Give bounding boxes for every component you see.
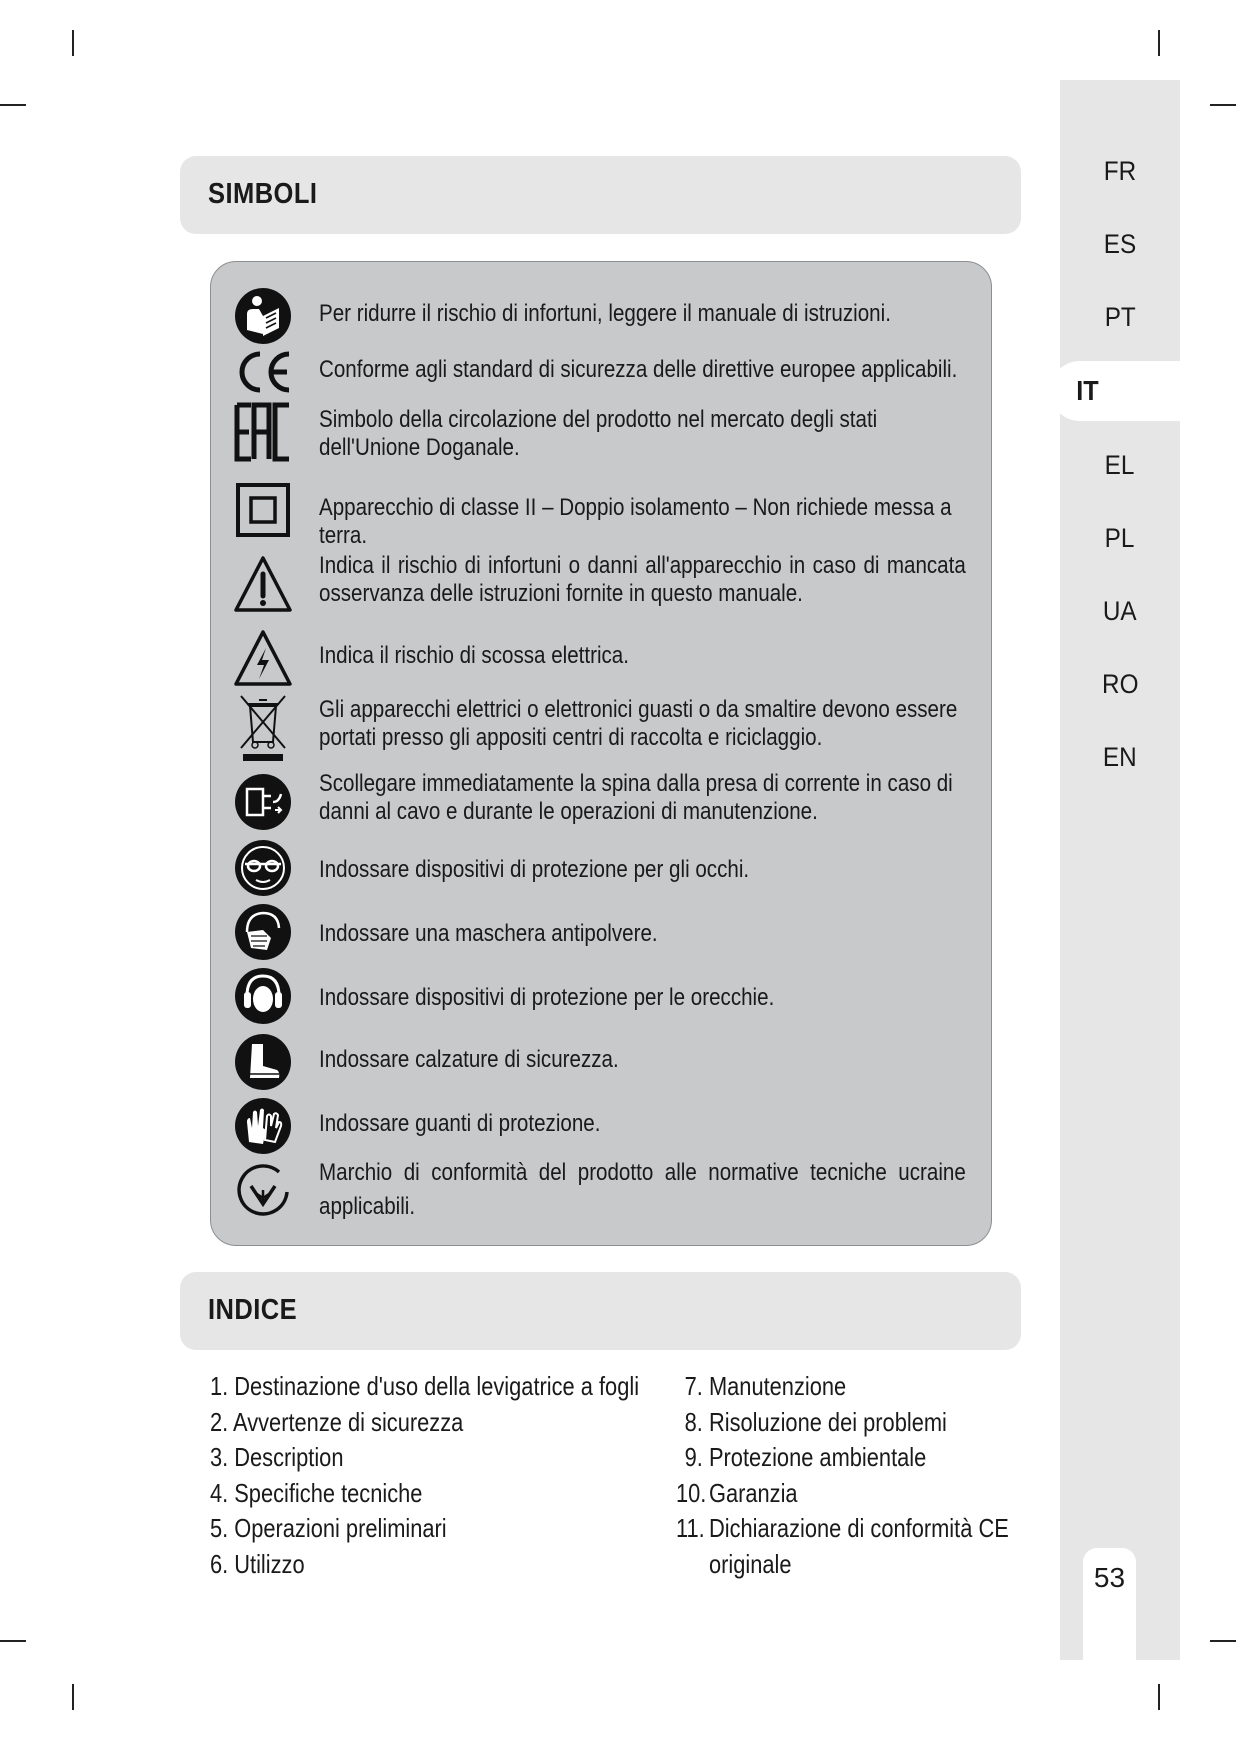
symbol-text: Per ridurre il rischio di infortuni, leggere il manuale di istruzioni.	[319, 300, 891, 327]
language-tabs	[1060, 80, 1180, 1660]
read-manual-icon	[233, 286, 293, 346]
tab-fr[interactable]: FR	[1103, 156, 1137, 186]
symbol-text: Indossare una maschera antipolvere.	[319, 920, 658, 947]
eye-protection-icon	[233, 838, 293, 898]
crop-mark	[72, 30, 74, 56]
symbol-text: Simbolo della circolazione del prodotto nel mercato degli stati dell'Unione Doganale.	[319, 406, 878, 461]
index-item[interactable]: 7. Manutenzione	[684, 1371, 847, 1401]
symbol-text: Apparecchio di classe II – Doppio isolamento – Non richiede messa a terra.	[319, 494, 952, 549]
symbol-text: Indossare calzature di sicurezza.	[319, 1046, 619, 1073]
index-item[interactable]: 10. Garanzia	[676, 1478, 798, 1508]
safety-gloves-icon	[233, 1096, 293, 1156]
weee-bin-icon	[233, 692, 293, 762]
safety-boots-icon	[233, 1032, 293, 1092]
ear-protection-icon	[233, 966, 293, 1026]
warning-icon	[233, 554, 293, 614]
symbol-text: Conforme agli standard di sicurezza delle direttive europee applicabili.	[319, 356, 958, 383]
tab-pt[interactable]: PT	[1104, 302, 1136, 332]
index-item: originale	[708, 1549, 792, 1579]
symbol-text: Marchio di conformità del prodotto alle normative tecniche ucraine applicabili.	[319, 1159, 966, 1220]
ce-mark-icon	[233, 342, 293, 402]
page-number-box	[1083, 1548, 1136, 1660]
index-title: INDICE	[208, 1294, 298, 1326]
symbol-text: Indossare guanti di protezione.	[319, 1110, 601, 1137]
tab-pl[interactable]: PL	[1105, 523, 1135, 553]
index-header	[180, 1272, 1021, 1350]
index-item[interactable]: 2. Avvertenze di sicurezza	[209, 1407, 464, 1437]
crop-mark	[0, 1640, 26, 1642]
index-item[interactable]: 11. Dichiarazione di conformità CE	[676, 1513, 1009, 1543]
symbols-panel	[210, 261, 992, 1246]
crop-mark	[0, 104, 26, 106]
index-item[interactable]: 8. Risoluzione dei problemi	[684, 1407, 947, 1437]
crop-mark	[1158, 1684, 1160, 1710]
tab-it[interactable]: IT	[1050, 361, 1180, 421]
symbol-text: Indossare dispositivi di protezione per le orecchie.	[319, 984, 775, 1011]
symbol-text: Indica il rischio di infortuni o danni all'apparecchio in caso di mancata osservanza delle istruzioni fornite in questo manuale.	[319, 552, 966, 607]
crop-mark	[72, 1684, 74, 1710]
crop-mark	[1210, 104, 1236, 106]
index-item[interactable]: 4. Specifiche tecniche	[209, 1478, 423, 1508]
tab-el[interactable]: EL	[1105, 450, 1135, 480]
symbols-header	[180, 156, 1021, 234]
index-item[interactable]: 1. Destinazione d'uso della levigatrice a fogli	[209, 1371, 640, 1401]
unplug-icon	[233, 772, 293, 832]
crop-mark	[1210, 1640, 1236, 1642]
page-number: 53	[1093, 1562, 1126, 1593]
tab-ua[interactable]: UA	[1103, 596, 1137, 626]
eac-mark-icon	[233, 402, 293, 462]
index-item[interactable]: 9. Protezione ambientale	[684, 1442, 927, 1472]
class-ii-icon	[233, 480, 293, 540]
tab-en[interactable]: EN	[1103, 742, 1137, 772]
symbols-title: SIMBOLI	[208, 178, 318, 210]
crop-mark	[1158, 30, 1160, 56]
index-item[interactable]: 5. Operazioni preliminari	[209, 1513, 447, 1543]
index-item[interactable]: 3. Description	[209, 1442, 344, 1472]
symbol-text: Scollegare immediatamente la spina dalla presa di corrente in caso di danni al cavo e durante le operazioni di manutenzione.	[319, 770, 953, 825]
index-item[interactable]: 6. Utilizzo	[209, 1549, 305, 1579]
tab-ro[interactable]: RO	[1101, 669, 1139, 699]
electric-shock-icon	[233, 628, 293, 688]
dust-mask-icon	[233, 902, 293, 962]
tab-es[interactable]: ES	[1103, 229, 1137, 259]
ukrca-mark-icon	[233, 1162, 293, 1222]
symbol-text: Indica il rischio di scossa elettrica.	[319, 642, 629, 669]
symbol-text: Gli apparecchi elettrici o elettronici guasti o da smaltire devono essere portati presso gli appositi centri di raccolta e riciclaggio.	[319, 696, 958, 751]
symbol-text: Indossare dispositivi di protezione per gli occhi.	[319, 856, 750, 883]
